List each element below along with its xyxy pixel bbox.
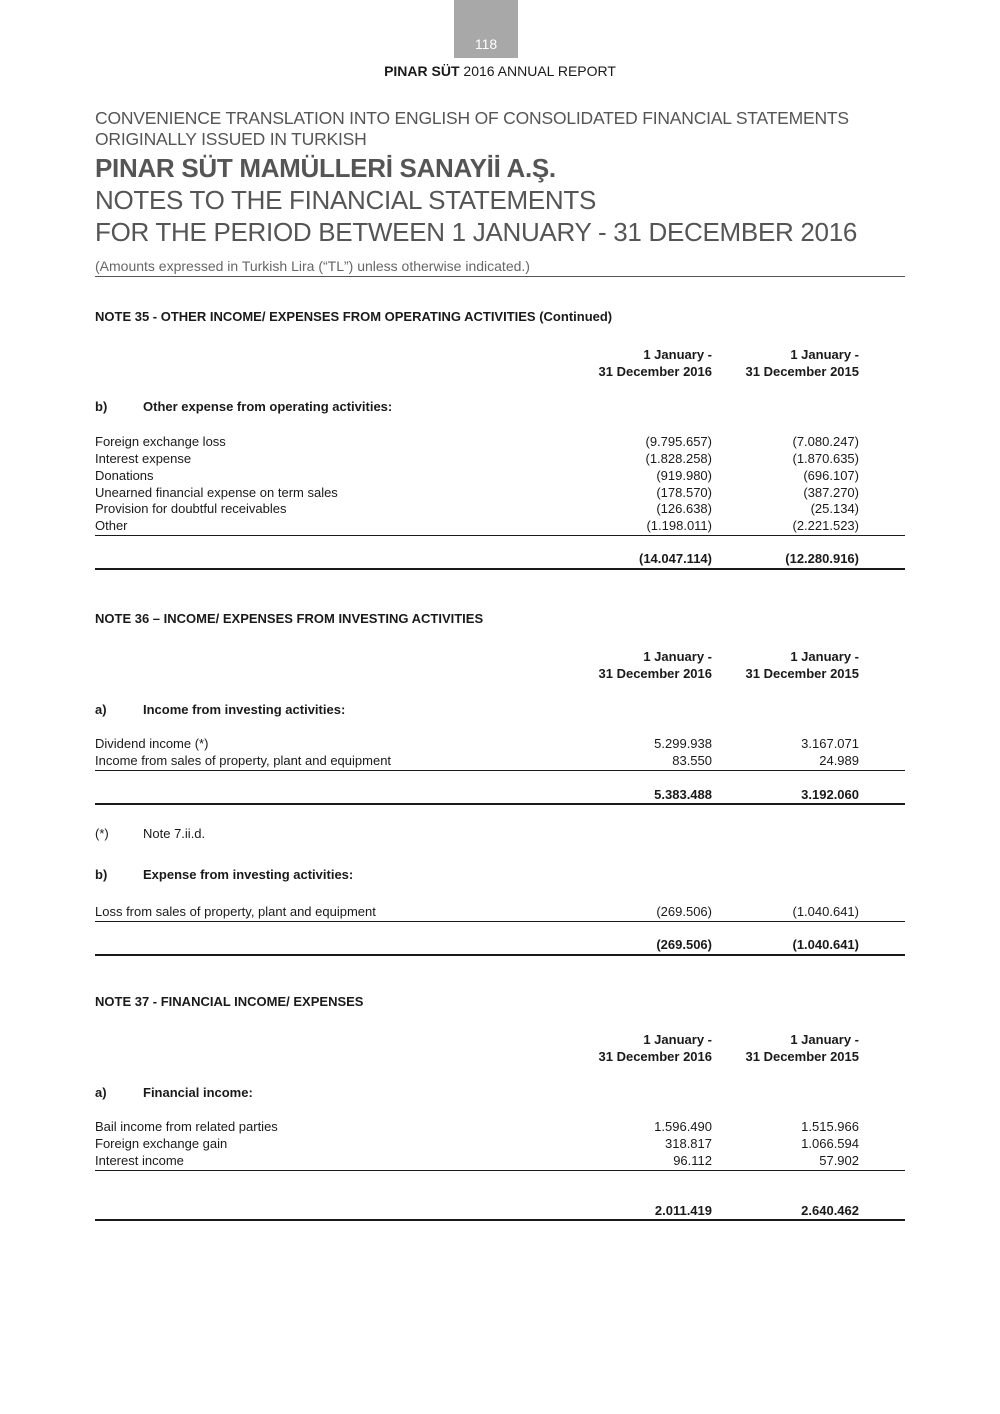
note-37-column-2016	[599, 1031, 712, 1065]
table-row	[95, 433, 905, 450]
value-2016: 318.817	[665, 1136, 712, 1151]
table-row	[95, 500, 905, 517]
row-label: Bail income from related parties	[95, 1119, 278, 1134]
header-period: FOR THE PERIOD BETWEEN 1 JANUARY - 31 DECEMBER 2016	[95, 217, 858, 247]
row-label: Interest expense	[95, 451, 192, 466]
header-convenience-line-1: CONVENIENCE TRANSLATION INTO ENGLISH OF CONSOLIDATED FINANCIAL STATEMENTS	[95, 108, 849, 128]
value-2016: (9.795.657)	[645, 434, 712, 449]
value-2015: (7.080.247)	[792, 434, 859, 449]
total-rule	[95, 568, 905, 570]
subsection-title: Other expense from operating activities:	[143, 399, 393, 414]
total-2015: (1.040.641)	[792, 937, 859, 952]
note-36-column-2016	[599, 648, 712, 682]
value-2016: (919.980)	[656, 468, 712, 483]
value-2016: (126.638)	[656, 501, 712, 516]
total-2016: 2.011.419	[654, 1203, 712, 1218]
subsection-label: b)	[95, 399, 108, 414]
value-2016: 1.596.490	[654, 1119, 712, 1134]
column-header-line: 31 December 2015	[745, 1049, 859, 1064]
value-2015: (25.134)	[810, 501, 859, 516]
column-header-line: 31 December 2016	[598, 364, 712, 379]
subsection-title: Expense from investing activities:	[143, 867, 354, 882]
table-row	[95, 735, 905, 752]
row-label: Income from sales of property, plant and equipment	[95, 753, 392, 768]
table-row	[95, 484, 905, 501]
note-36-subsection-b	[95, 867, 353, 882]
total-2016: (269.506)	[656, 937, 712, 952]
page-number: 118	[474, 36, 498, 52]
value-2016: 96.112	[673, 1153, 712, 1168]
column-header-line: 31 December 2015	[745, 666, 859, 681]
subtotal-rule	[95, 1170, 905, 1171]
table-row	[95, 1152, 905, 1169]
value-2015: 3.167.071	[801, 736, 859, 751]
row-label: Interest income	[95, 1153, 184, 1168]
column-header-line: 31 December 2016	[598, 666, 712, 681]
value-2015: 1.515.966	[801, 1119, 859, 1134]
row-label: Provision for doubtful receivables	[95, 501, 287, 516]
subsection-label: a)	[95, 1085, 107, 1100]
table-row	[95, 903, 905, 920]
note-36-column-2015	[746, 648, 859, 682]
total-2016: (14.047.114)	[638, 551, 712, 566]
note-37-subsection-a	[95, 1085, 253, 1100]
total-row	[95, 936, 905, 953]
row-label: Other	[95, 518, 128, 533]
total-2015: (12.280.916)	[785, 551, 859, 566]
header-convenience-line-2: ORIGINALLY ISSUED IN TURKISH	[95, 129, 367, 149]
header-divider	[95, 276, 905, 277]
header-amounts-note: (Amounts expressed in Turkish Lira (“TL”) unless otherwise indicated.)	[95, 258, 530, 274]
column-header-line: 1 January -	[643, 649, 712, 664]
note-37-title: NOTE 37 - FINANCIAL INCOME/ EXPENSES	[95, 994, 364, 1009]
footnote	[95, 826, 205, 841]
value-2015: (1.870.635)	[792, 451, 859, 466]
row-label: Donations	[95, 468, 154, 483]
total-rule	[95, 1219, 905, 1221]
total-2015: 3.192.060	[801, 787, 859, 802]
subsection-title: Financial income:	[143, 1085, 253, 1100]
subsection-title: Income from investing activities:	[143, 702, 346, 717]
total-2016: 5.383.488	[654, 787, 712, 802]
subsection-label: a)	[95, 702, 107, 717]
row-label: Unearned financial expense on term sales	[95, 485, 338, 500]
value-2016: 83.550	[672, 753, 712, 768]
column-header-line: 1 January -	[790, 347, 859, 362]
subsection-label: b)	[95, 867, 108, 882]
table-row	[95, 1118, 905, 1135]
value-2015: 1.066.594	[801, 1136, 859, 1151]
report-brand: PINAR SÜT	[384, 63, 460, 79]
note-37-column-2015	[746, 1031, 859, 1065]
value-2015: (2.221.523)	[792, 518, 859, 533]
table-row	[95, 467, 905, 484]
value-2016: 5.299.938	[654, 736, 712, 751]
note-35-column-2016	[599, 346, 712, 380]
subtotal-rule	[95, 535, 905, 536]
note-36-subsection-a	[95, 702, 345, 717]
value-2016: (178.570)	[656, 485, 712, 500]
table-row	[95, 450, 905, 467]
column-header-line: 31 December 2016	[598, 1049, 712, 1064]
company-name: PINAR SÜT MAMÜLLERİ SANAYİİ A.Ş.	[95, 153, 556, 183]
column-header-line: 1 January -	[790, 649, 859, 664]
total-rule	[95, 954, 905, 956]
report-title-rest: 2016 ANNUAL REPORT	[459, 63, 616, 79]
column-header-line: 1 January -	[643, 347, 712, 362]
subtotal-rule	[95, 770, 905, 771]
subtotal-rule	[95, 921, 905, 922]
footnote-text: Note 7.ii.d.	[143, 826, 206, 841]
page-number-tab	[454, 0, 518, 58]
note-35-column-2015	[746, 346, 859, 380]
value-2016: (269.506)	[656, 904, 712, 919]
value-2015: 57.902	[819, 1153, 859, 1168]
note-36-title: NOTE 36 – INCOME/ EXPENSES FROM INVESTING ACTIVITIES	[95, 611, 484, 626]
total-rule	[95, 803, 905, 805]
row-label: Loss from sales of property, plant and equipment	[95, 904, 376, 919]
table-row	[95, 517, 905, 534]
total-row	[95, 550, 905, 567]
table-row	[95, 752, 905, 769]
note-35-subsection-b	[95, 399, 392, 414]
value-2015: 24.989	[819, 753, 859, 768]
value-2015: (696.107)	[803, 468, 859, 483]
row-label: Foreign exchange loss	[95, 434, 226, 449]
header-notes-title: NOTES TO THE FINANCIAL STATEMENTS	[95, 185, 597, 215]
table-row	[95, 1135, 905, 1152]
value-2015: (387.270)	[803, 485, 859, 500]
column-header-line: 31 December 2015	[745, 364, 859, 379]
value-2016: (1.198.011)	[646, 518, 712, 533]
row-label: Dividend income (*)	[95, 736, 209, 751]
report-title	[0, 63, 1000, 79]
column-header-line: 1 January -	[643, 1032, 712, 1047]
value-2015: (1.040.641)	[792, 904, 859, 919]
column-header-line: 1 January -	[790, 1032, 859, 1047]
total-2015: 2.640.462	[801, 1203, 859, 1218]
row-label: Foreign exchange gain	[95, 1136, 228, 1151]
value-2016: (1.828.258)	[645, 451, 712, 466]
total-row	[95, 786, 905, 803]
footnote-mark: (*)	[95, 826, 109, 841]
note-35-title: NOTE 35 - OTHER INCOME/ EXPENSES FROM OPERATING ACTIVITIES (Continued)	[95, 309, 613, 324]
total-row	[95, 1202, 905, 1219]
